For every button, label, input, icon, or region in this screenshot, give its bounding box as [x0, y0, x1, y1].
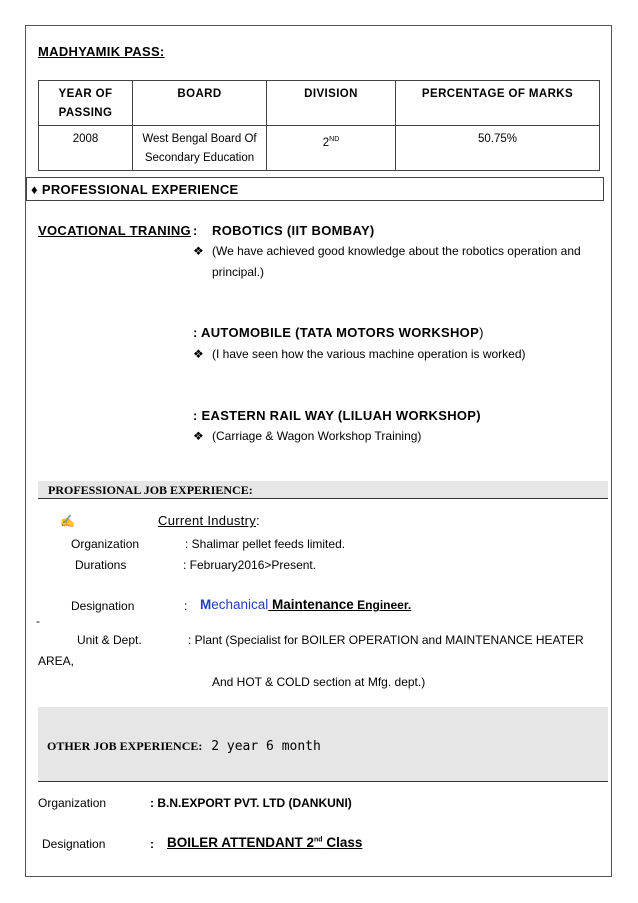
table-row [39, 126, 600, 171]
job-experience-bar [38, 481, 608, 499]
job-experience-title: PROFESSIONAL JOB EXPERIENCE: [48, 483, 253, 497]
current-industry-label: Current Industry: [158, 513, 260, 528]
railway-text: (Carriage & Wagon Workshop Training) [212, 429, 422, 443]
other-designation-value: BOILER ATTENDANT 2nd Class [167, 835, 363, 850]
robotics-text-1: (We have achieved good knowledge about the robotics operation and [212, 244, 581, 258]
header-division: DIVISION [267, 81, 396, 126]
other-organization-value: : B.N.EXPORT PVT. LTD (DANKUNI) [150, 796, 352, 810]
other-experience-heading: OTHER JOB EXPERIENCE: 2 year 6 month [47, 739, 321, 754]
robotics-heading: ROBOTICS (IIT BOMBAY) [212, 223, 375, 238]
unit-wrap: AREA, [38, 654, 75, 668]
madhyamik-table [38, 80, 600, 171]
designation-label: Designation [71, 599, 135, 613]
vocational-colon: : [193, 223, 198, 238]
professional-experience-box [26, 177, 604, 201]
other-designation-label: Designation [42, 837, 106, 851]
cell-division: 2ND [267, 126, 396, 171]
header-year: YEAR OF PASSING [39, 81, 133, 126]
vocational-label: VOCATIONAL TRANING [38, 223, 191, 238]
unit-label: Unit & Dept. [77, 633, 142, 647]
designation-value: Mechanical Maintenance Engineer. [200, 597, 412, 612]
durations-value: : February2016>Present. [183, 558, 317, 572]
madhyamik-title: MADHYAMIK PASS: [38, 44, 165, 59]
bullet-icon: ❖ [193, 244, 204, 258]
robotics-text-2: principal.) [212, 265, 265, 279]
organization-value: : Shalimar pellet feeds limited. [185, 537, 346, 551]
automobile-text: (I have seen how the various machine operation is worked) [212, 347, 526, 361]
professional-experience-title: ♦ PROFESSIONAL EXPERIENCE [31, 182, 239, 197]
table-header-row [39, 81, 600, 126]
other-designation-colon: : [150, 837, 154, 851]
header-percentage: PERCENTAGE OF MARKS [396, 81, 600, 126]
unit-value: : Plant (Specialist for BOILER OPERATION and MAINTENANCE HEATER [188, 633, 584, 647]
pen-icon: ✍ [60, 514, 75, 528]
cell-year: 2008 [39, 126, 133, 171]
designation-colon: : [184, 599, 188, 613]
bullet-icon: ❖ [193, 347, 204, 361]
other-organization-label: Organization [38, 796, 107, 810]
automobile-heading: : AUTOMOBILE (TATA MOTORS WORKSHOP) [193, 325, 484, 340]
bullet-icon: ❖ [193, 429, 204, 443]
dash-mark: - [36, 614, 40, 628]
header-board: BOARD [133, 81, 267, 126]
cell-board: West Bengal Board Of Secondary Education [133, 126, 267, 171]
railway-heading: : EASTERN RAIL WAY (LILUAH WORKSHOP) [193, 408, 481, 423]
cell-percentage: 50.75% [396, 126, 600, 171]
organization-label: Organization [71, 537, 140, 551]
unit-line-2: And HOT & COLD section at Mfg. dept.) [212, 675, 426, 689]
divider [38, 781, 608, 782]
durations-label: Durations [75, 558, 127, 572]
